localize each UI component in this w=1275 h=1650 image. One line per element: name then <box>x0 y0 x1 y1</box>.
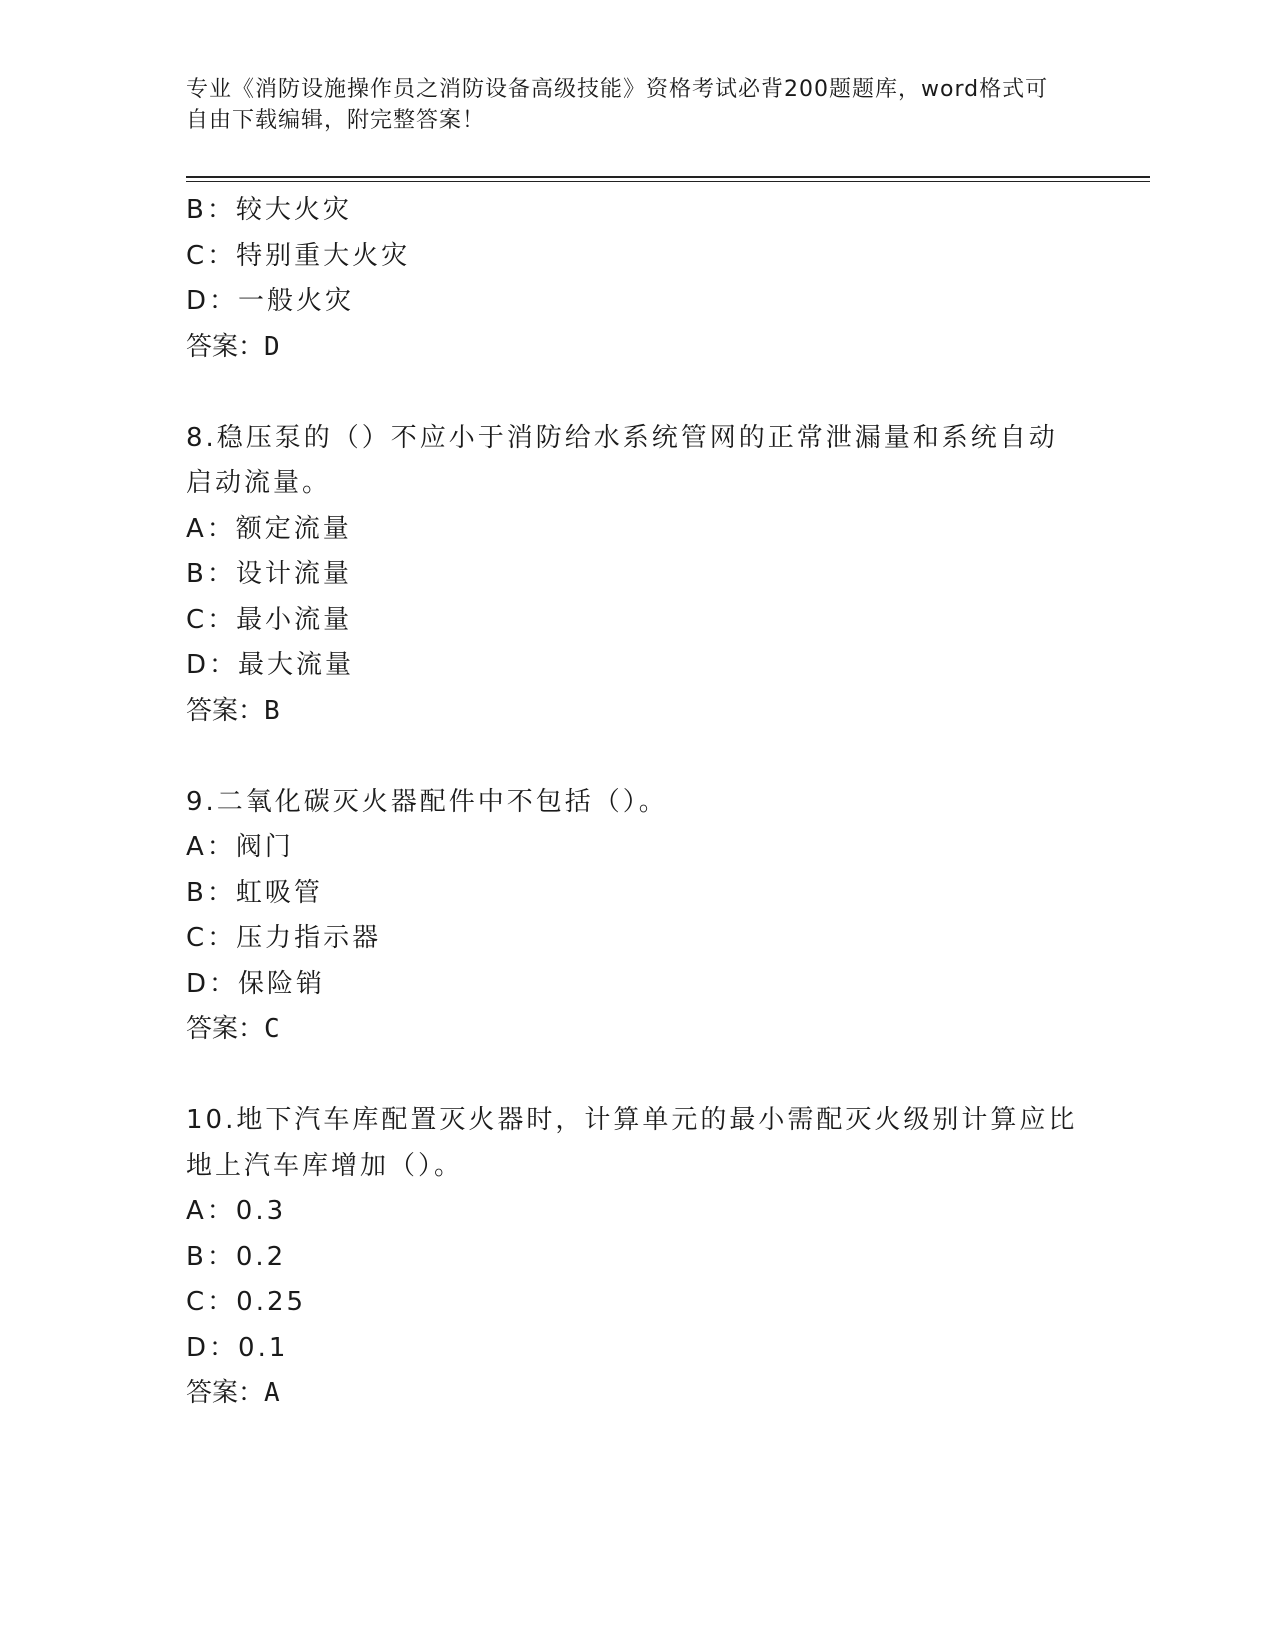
question-text: 10.地下汽车库配置灭火器时，计算单元的最小需配灭火级别计算应比地上汽车库增加（）。 <box>186 1105 1078 1181</box>
answer-line <box>186 689 1086 735</box>
answer-line <box>186 1007 1086 1053</box>
header-rule-thin <box>186 181 1150 182</box>
answer-value: C <box>264 1014 280 1044</box>
option-a: A：阀门 <box>186 832 294 862</box>
answer-value: A <box>264 1378 280 1408</box>
question-block-10 <box>186 1098 1086 1417</box>
option-c: C：0.25 <box>186 1287 307 1317</box>
option-c: C：最小流量 <box>186 604 353 635</box>
option-d: D：保险销 <box>186 968 326 999</box>
option-c: C：压力指示器 <box>186 923 382 953</box>
question-list <box>186 188 1086 1417</box>
question-block-9 <box>186 780 1086 1053</box>
document-intro: 专业《消防设施操作员之消防设备高级技能》资格考试必背200题题库，word格式可自由下载编辑，附完整答案！ <box>186 77 1049 133</box>
question-text: 8.稳压泵的（）不应小于消防给水系统管网的正常泄漏量和系统自动启动流量。 <box>186 422 1058 498</box>
option-d: D：一般火灾 <box>186 286 355 316</box>
answer-line <box>186 1371 1086 1417</box>
option-b: B：虹吸管 <box>186 877 323 908</box>
option-b: B：设计流量 <box>186 559 352 589</box>
answer-line <box>186 325 1086 371</box>
option-b: B：0.2 <box>186 1241 287 1272</box>
answer-label: 答案： <box>186 331 265 362</box>
option-d: D：0.1 <box>186 1332 289 1363</box>
option-a: A：额定流量 <box>186 513 352 544</box>
answer-label: 答案： <box>186 1014 265 1044</box>
answer-value: D <box>264 331 280 362</box>
question-text: 9.二氧化碳灭火器配件中不包括（）。 <box>186 786 668 817</box>
option-d: D：最大流量 <box>186 650 355 680</box>
question-block-8 <box>186 416 1086 735</box>
header-rule-thick <box>186 176 1150 178</box>
answer-label: 答案： <box>186 1378 265 1408</box>
option-a: A：0.3 <box>186 1196 287 1226</box>
question-block-prev <box>186 188 1086 370</box>
answer-label: 答案： <box>186 695 265 726</box>
option-b: B：较大火灾 <box>186 195 352 225</box>
answer-value: B <box>264 695 280 726</box>
option-c: C：特别重大火灾 <box>186 240 411 271</box>
